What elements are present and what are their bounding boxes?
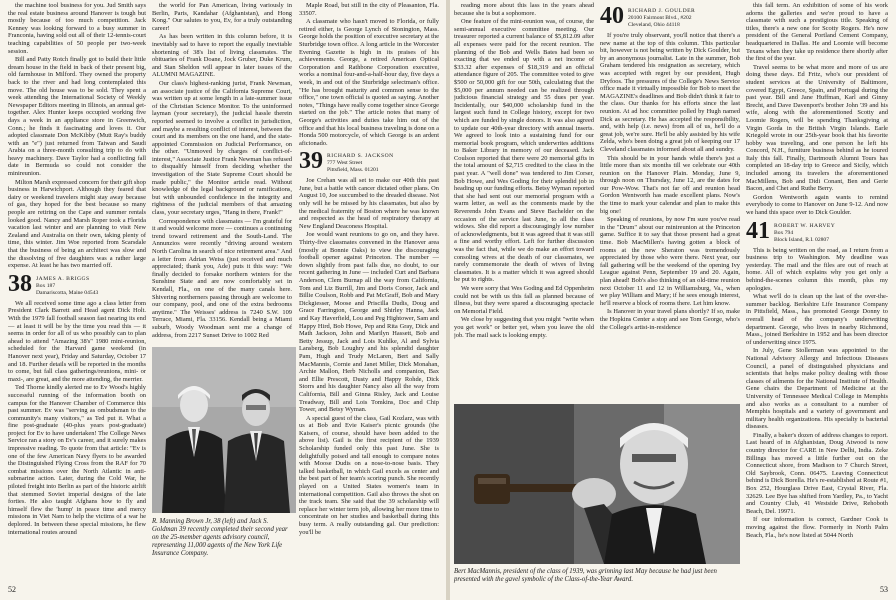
class-address-line: 20100 Fairmont Blvd., #202 <box>628 15 692 21</box>
class-number: 39 <box>299 150 323 175</box>
class-heading-40 <box>600 5 740 29</box>
page-number: 52 <box>8 585 16 594</box>
paragraph: Maple Road, but still in the city of Pleasanton, Fla. 33507. <box>299 2 439 17</box>
photo-two-men <box>152 347 296 513</box>
paragraph: Speaking of reunions, by now I'm sure you've read in the "Drum" about our minireunion at the Princeton game. Suffice it to say that those present had a great time. Bob MacMillen's having gotten a block of rooms at the new Sheraton was tremendously appreciated by those who were there. Next year, our fall gathering will be the weekend of the opening Ivy League against Penn, September 19 and 20. Again, plan ahead! Bob's also thinking of an old-time reunion next October 11 and 12 in Williamsburg, Va., when we play William and Mary; if he sees enough interest, he'll reserve a block of rooms there. Let him know. <box>600 216 740 307</box>
paragraph: A classmate who hasn't moved to Florida, or fully retired either, is George Lynch of Stonington, Mass. George holds the position of executive secretary at the Sturbridge town office. A long article in the Worcester Evening Gazette is high in its praises of his achievements. George, a retired American Optical Corporation and Rathbone Corporation executive, works a nominal four-and-a-half-hour day, five days a week, in and out of the Sturbridge selectman's office. "He has brought maturity and common sense to the office," one town official is quoted as saying. Another notes, "Things have really come together since George started on the job." The article notes that many of George's activities and duties take him out of the office and that his local business traveling is done on a Honda 500 motorcycle, of which George is an ardent aficionado. <box>299 18 439 147</box>
paragraph: Ted Thorne kindly alerted me to Ev Wood's highly successful running of the information booth on campus for the Hanover Chamber of Commerce this past summer. Ev was "serving as ombudsman to the community's many visitors," as Ted put it. What a fine post-graduate (40-plus years post-graduate) project for Ev to have undertaken! The College News Service ran a story on Ev's career, and it surely makes impressive reading. To quote from that article: "Ev is one of the few American Navy flyers to be awarded the Distinguished Flying Cross from the RAF for 70 combat missions over the North Atlantic in anti-submarine action. Later, during the Cold War, he piloted freight into Berlin as part of the historic airlift that stemmed Soviet imperial designs of the late forties. He also taught Afghans how to fly and himself flew the 'hump' in peace time and mercy missions in Viet Nam to help the victims of a war he deplored. In between these special missions, he flew international routes around <box>8 384 146 536</box>
paragraph: Our class's highest-ranking jurist, Frank Newman, an associate justice of the California Supreme Court, was written up at some length in a late-summer issue of the Christian Science Monitor. To the uninformed layman (your secretary), the judicial hassle therein reported seemed to involve a conflict in jurisdiction, and maybe a resulting conflict of interest, between the court and its members on the one hand, and the state-appointed Commission on Judicial Performance, on the other. "Unmoved by charges of conflict-of-interest," Associate Justice Frank Newman has refused to disqualify himself from deciding whether the investigation of the State Supreme Court should be made public," the Monitor article read. Without knowledge of the legal background or ramifications, but with unbounded confidence in the integrity and rightness of the judicial members of that amazing class, your secretary urges, "Hang in there, Frank!" <box>152 79 292 217</box>
paragraph: This should be in your hands while there's just a little more than six months till we celebrate our 40th reunion on the Hanover Plain. Monday, June 9, through noon on Thursday, June 12, are the dates for our Pow-Wow. That's not far off and reunion head Gordon Wentworth has made excellent plans. Now's the time to mark your calendar and plan to make this big one! <box>600 154 740 215</box>
class-heading-38 <box>8 273 146 297</box>
right-page <box>450 0 896 600</box>
class-secretary-name: ROBERT W. HARVEY <box>774 222 836 229</box>
paragraph: Travel seems to be what more and more of us are doing these days. Ed Fritz, who's our president of student services at the University of Baltimore, covered Egypt, Greece, Spain, and Portugal during the past year. Bill and Jane Huffman, Karl and Ginny Brecht, and Dave Davenport's brother John '39 and his wife, along with the aforementioned Scotty and Loomie Rogers, will be spending Thanksgiving at Virgin Gorda in the British Virgin Islands. Earle Kriegold wrote in our 25th-year book that his favorite hobby was traveling, and one person he left his Concord, N.H., furniture business behind as he toured Italy this fall. Finally, Dartmouth Alumni Tours has completed an 18-day trip to Greece and Sicily, which included among its travelers the aforementioned MacMillens, Bob and Didi Conant, Ben and Gerie Bacon, and Chet and Ruthe Berry. <box>746 63 888 193</box>
class-address-line: Cleveland, Ohio 44118 <box>628 22 680 28</box>
class-number: 40 <box>600 5 624 29</box>
class-address-line: Damariscotta, Maine 04543 <box>36 289 99 296</box>
paragraph: reading more about this lass in the years ahead because she is but a sophomore. <box>454 2 594 17</box>
page-number: 53 <box>880 585 888 594</box>
paragraph: We were sorry that Wes Goding and Ed Oppenheim could not be with us this fall as planned because of illness, but they were spared a discouraging spectacle on Memorial Field. <box>454 284 594 315</box>
class-address-line: Box 794 <box>774 229 794 236</box>
class-secretary-name: JAMES A. BRIGGS <box>36 275 90 282</box>
left-column-1 <box>8 2 146 587</box>
paragraph: A special guest of the class, Gail Kozlarz, was with us at Bob and Evie Kaiser's picnic grounds (the Kaisers, of course, should have been added to the above list). Gail is the first recipient of the 1939 Scholarship funded only this past June. She is delightfully poised and tall enough to compare notes with Moose Dudis on a nose-to-nose basis. They talked basketball, in which Gail excels as center and the best part of her team's scoring punch. She recently played on a United States women's team in international competition. Gail also throws the shot on the track team. She said that the 39 scholarship will replace her winter term job, allowing her more time to concentrate on her studies and basketball during this busy term. A really outstanding gal. Our prediction: you'll be <box>299 414 439 536</box>
paragraph: Milton Marsh expressed concern for their gift shop business in Harwichport. Although they feared that dairy or weekend travelers might stay away because of gas, they hoped for the best because so many people are retiring on the Cape and summer rentals looked good. Nancy and Marsh Roper took a Florida vacation last winter and are planning to visit New Zealand and Australia on their own, taking plenty of time, this winter. Jim Woe reported from Scarsdale that the business of being an architect was slow and the dissolving of five daughters was a rather large expense. At least he has two married off. <box>8 178 146 270</box>
paragraph: Gordon Wentworth again wants to remind everybody to come to Hanover on June 9-12. And now we hand this space over to Dick Goulder. <box>746 193 888 217</box>
paragraph: We close by suggesting that you might "write when you get work" or better yet, when you leave the old job. The mail sack is looking empty. <box>454 316 594 339</box>
class-heading-39 <box>299 150 439 174</box>
right-column-1 <box>454 2 594 400</box>
class-secretary-name: RICHARD S. JACKSON <box>327 153 394 160</box>
class-address-line: Box 187 <box>36 282 56 289</box>
left-page <box>0 0 446 600</box>
class-secretary-name: RICHARD J. GOULDER <box>628 8 696 14</box>
left-column-2 <box>152 2 292 344</box>
photo-image <box>152 347 296 513</box>
paragraph: One feature of the mini-reunion was, of course, the semi-annual executive committee meeting. Our treasurer reported a current balance of $5,812.09 after all expenses were paid for the recent reunion. The planning of the Bob and Wells Bates had been so exacting that we ended up with a net income of $33.32 after expenses of $18,319 and an official attendance figure of 205. The committee voted to give $500 or 50,000 gift for our 50th, calculating that the $5,000 per annum needed can be realized through judicious financial strategy and 55 dues per year. Incidentally, our $40,000 scholarship fund in the largest such fund in College history, except for two which are funded by single donors. It was also agreed to update our 40th-year directory with annual inserts. We agreed to look into a sustaining fund for our memorial book program, which underwrites additions to Baker Library in memory of our deceased. Jack Coulson reported that there were 20 memorial gifts in the total amount of $2,715 credited to the class in the past year. A "well done" was tendered to Jim Corser, Bob Howe, and Wes Goding for their splendid job in heading up our funding efforts. Betsy Wyman reported that she had sent out our memorial program with a warm letter, as well as the comments made by the Reverends John Evans and Steve Bachelder on the occasion of the service last June, to all the class widows. She did report a discouragingly low number of acknowledgments, but it was agreed that it was still a fine and worthy effort. Left for further discussion was the fact that, while we do make an effort toward consoling wives at the death of our classmates, we rarely commemorate the death of wives of living classmates. It is a matter which it was agreed should be put to rights. <box>454 18 594 284</box>
paragraph: this fall term. An exhibition of some of his work adorns the galleries and we're proud to have a classmate with such a prestigious title. Speaking of titles, there's a new one for Scotty Rogers. He's now president of the General Portland Cement Company, headquartered in Dallas. He and Loomie will become Texans when they take up residence there shortly after the first of the year. <box>746 2 888 63</box>
class-heading-41 <box>746 220 888 244</box>
paragraph: In July, Gene Stollerman was appointed to the National Advisory Allergy and Infectious Diseases Council, a panel of distinguished physicians and scientists that helps make policy dealing with those classes of ailments for the National Institute of Health. Gene chairs the Department of Medicine at the University of Tennessee Medical College in Memphis and also works as a consultant to a number of Memphis hospitals and a variety of government and military health organizations. His specialty is bacterial diseases. <box>746 347 888 431</box>
photo-image <box>454 404 740 564</box>
paragraph: the machine tool business for you. Jud Smith says the real estate business around Hanover is tough but mostly because of too much competition. Jack Kenney was looking forward to a busy summer in Franconia, having sold out all of their 12-tennis-court teaching capabilities of 50 people per two-week session. <box>8 2 146 55</box>
paragraph: Is Hanover in your travel plans shortly? If so, make the Hopkins Center a stop and see Tom George, who's the College's artist-in-residence <box>600 308 740 331</box>
paragraph: If our information is correct, Gardner Cook is moving against the flow. Formerly in North Palm Beach, Fla., he's now listed at 5044 North <box>746 516 888 539</box>
class-address-line: 777 West Street <box>327 160 363 167</box>
paragraph: What we'll do is clean up the last of the over-the-summer backlog. Berkshire Life Insurance Company in Pittsfield, Mass., has promoted George Donny to overall head of the company's underwriting department. George, who lives in nearby Richmond, Mass., joined Berkshire in 1952 and has been director of underwriting since 1975. <box>746 293 888 346</box>
right-column-2 <box>600 2 740 400</box>
paragraph: As has been written in this column before, it is inevitably sad to have to report the equally inevitable shortening of 38's list of living classmates. The obituaries of Frank Doane, Jock Gruber, Duke Krum, and Stan Sheldon will appear in later issues of the ALUMNI MAGAZINE. <box>152 33 292 79</box>
paragraph: This is being written on the road, as I return from a business trip to Washington. My deadline was yesterday. The mail and the files are out of reach at home. All of which explains why you get only a behind-the-scenes column this month, plus my apologies. <box>746 246 888 292</box>
left-column-3 <box>299 2 439 587</box>
right-column-3 <box>746 2 888 587</box>
class-number: 38 <box>8 272 32 297</box>
paragraph: Correspondence with classmates — I'm grateful for it and would welcome more — continues a continuing trend toward retirement and the South-Land. The Annunzios were recently "driving around western North Carolina in search of nice retirement area." And a letter from Adrian Weiss (just received and much appreciated; thank you, Ade) puts it this way: "We finally decided to forsake northern winters for the Sunshine State and are now comfortably set in Kendall, Fla., on one of the many canals here. Shivering northerners passing through are welcome to our company, pool, and one of the extra bedrooms anytime." The Weisses' address is 7240 S.W. 109 Terrace, Miami, Fla. 33156. Kendall being a Miami suburb, Woody Woodman sent me a change of address, from 2217 Sunset Drive to 1002 Red <box>152 217 292 339</box>
paragraph: We all received some time ago a class letter from President Clark Barrett and Head agent Dick Holt. With the 1979 fall football season fast nearing its end — at least it will be by the time you read this — it seems in order for all of us who possibly can to plan ahead to attend "Amazing 38's" 1980 mini-reunion, scheduled for the Harvard game weekend (in Hanover next year), Friday and Saturday, October 17 and 18. Further details will be reported in the months to come, but fall class gatherings/reunions, mini- or maxi-, are great, and the more attending, the merrier. <box>8 299 146 383</box>
class-number: 41 <box>746 219 770 244</box>
paragraph: the world for Pan American, living variously in Berlin, Paris, Kandahar (Afghanistan), and Hong Kong." Our salutes to you, Ev, for a truly outstanding career! <box>152 2 292 32</box>
photo-caption: R. Manning Brown Jr, 38 (left) and Jack S. Goldman 39 recently completed their second year on the 25-member agents advisory council, representing 11,000 agents of the New York Life Insurance Company. <box>152 518 288 557</box>
paragraph: Finally, a baker's dozen of address changes to report. Last heard of in Afghanistan, Doug Atwood is now country director for CARE in New Delhi, India. Zeke Billings has moved a little further out on the Connecticut shore, from Madison to 7 Church Street, Old Saybrook, Conn. 06475. Leaving Connecticut behind is Dick Borella. He's re-established at Route #1, Box 252, Hourglass Drive East, Crystal River, Fla. 32629. Lee Bye has shifted from Yardley, Pa., to Yacht and Country Club, 41 Westside Drive, Rehoboth Beach, Del. 19971. <box>746 431 888 515</box>
paragraph: Bill and Patty Rotch finally got to build their little dream house in the field in back of their present big, old farmhouse in Milford. They owned the property back to the river and had long contemplated this move. The old house was to be sold. They spent a week attending the International Society of Weekly Newspaper Editors meeting in Illinois, an annual get-together. Alex Hunter keeps occupied working five days a week in an appliance store in Greenwich, Conn.; he finds it fascinating and loves it. Our adopted classmate Don McKibby (Mutt Ray's buddy with an "e") just returned from Taiwan and Saudi Arabia on a three-month consulting trip to do with heavy machinery. Dave Taylor had a conflicting fall date in Bermuda so could not consider the minireunion. <box>8 56 146 178</box>
paragraph: If you're truly observant, you'll notice that there's a new name at the top of this column. This particular bit, however is not being written by Dick Goulder, but by an anonymous journalist. Late in the summer, Bob Graham tendered his resignation as secretary, which was accepted with regret by our president, Hugh Dryfoos. The pressures of the College's News Service office made it virtually impossible for Bob to meet the MAGAZINE's deadlines and Bob didn't think it fair to the class. Our thanks for his efforts since the last reunion. At ad hoc committee polled by Hugh named Dick as secretary. He has accepted the responsibility, and, with help (i.e. news) from all of us, he'll do a great job, we're sure. He'll be ably assisted by his wife Zelda, who's been doing a great job of keeping our 17 Cleveland classmates informed about all and sundry. <box>600 32 740 153</box>
paragraph: Joe Crehan was all set to make our 40th this past June, but a battle with cancer dictated other plans. On August 10, Joe succumbed to the dreaded disease. Not only will he be missed by his classmates, but also by the medical fraternity of Boston where he was known and respected as the head of respiratory therapy at New England Deaconess Hospital. <box>299 177 439 230</box>
photo-caption: Bert MacMannis, president of the class of 1939, was grinning last May because he had just been presented with the gavel symbolic of the Class-of-the-Year Award. <box>454 568 717 583</box>
class-address-line: Block Island, R.I. 02807 <box>774 236 830 243</box>
photo-man-with-gavel <box>454 404 740 564</box>
class-address-line: Pittsfield, Mass. 01201 <box>327 167 379 174</box>
paragraph: Joe would want reunions to go on, and they have. Thirty-five classmates convened in the Hanover area (mostly at Bonnie Oaks) to view the discouraging football opener against Princeton. The number — down slightly from past falls due, no doubt, to our recent gathering in June — included Curt and Barbara Anderson, Clem Burnap all the way from California, Tom and Liz Burrill, Jim and Doris Corsor, Jack and Billie Coulson, Robb and Pat McGraff, Bob and Mary Dickgiesser, Moose and Priscilla Dudis, Doug and Grace Farrington, George and Shirley Hanna, Jack and Kay Haverfield, Lou and Peg Hightower, Sam and Happy Hird, Bob Howe, Pep and Rita Gray, Dick and Math Jackson, John and Marilyn Hassett, Bob and Betty Jessup, Jack and Lois Kuhlke, Al and Sylvia Lansberg, Bob Loughry and his splendid daughter Pam, Hugh and Trudy McLaren, Bert and Sally MacMannis, Cornie and Janet Miller, Dick Monahan, Archie Mallon, Herb Nicholls and companion, Bax and Ellie Prescott, Dusty and Happy Rohde, Dick Storrs and his daughter Nancy also all the way from California, Bill and Ginna Risley, Jack and Louise Treadway, Bill and Lois Tomkins, Doc and Chip Tower, and Betsy Wyman. <box>299 231 439 414</box>
